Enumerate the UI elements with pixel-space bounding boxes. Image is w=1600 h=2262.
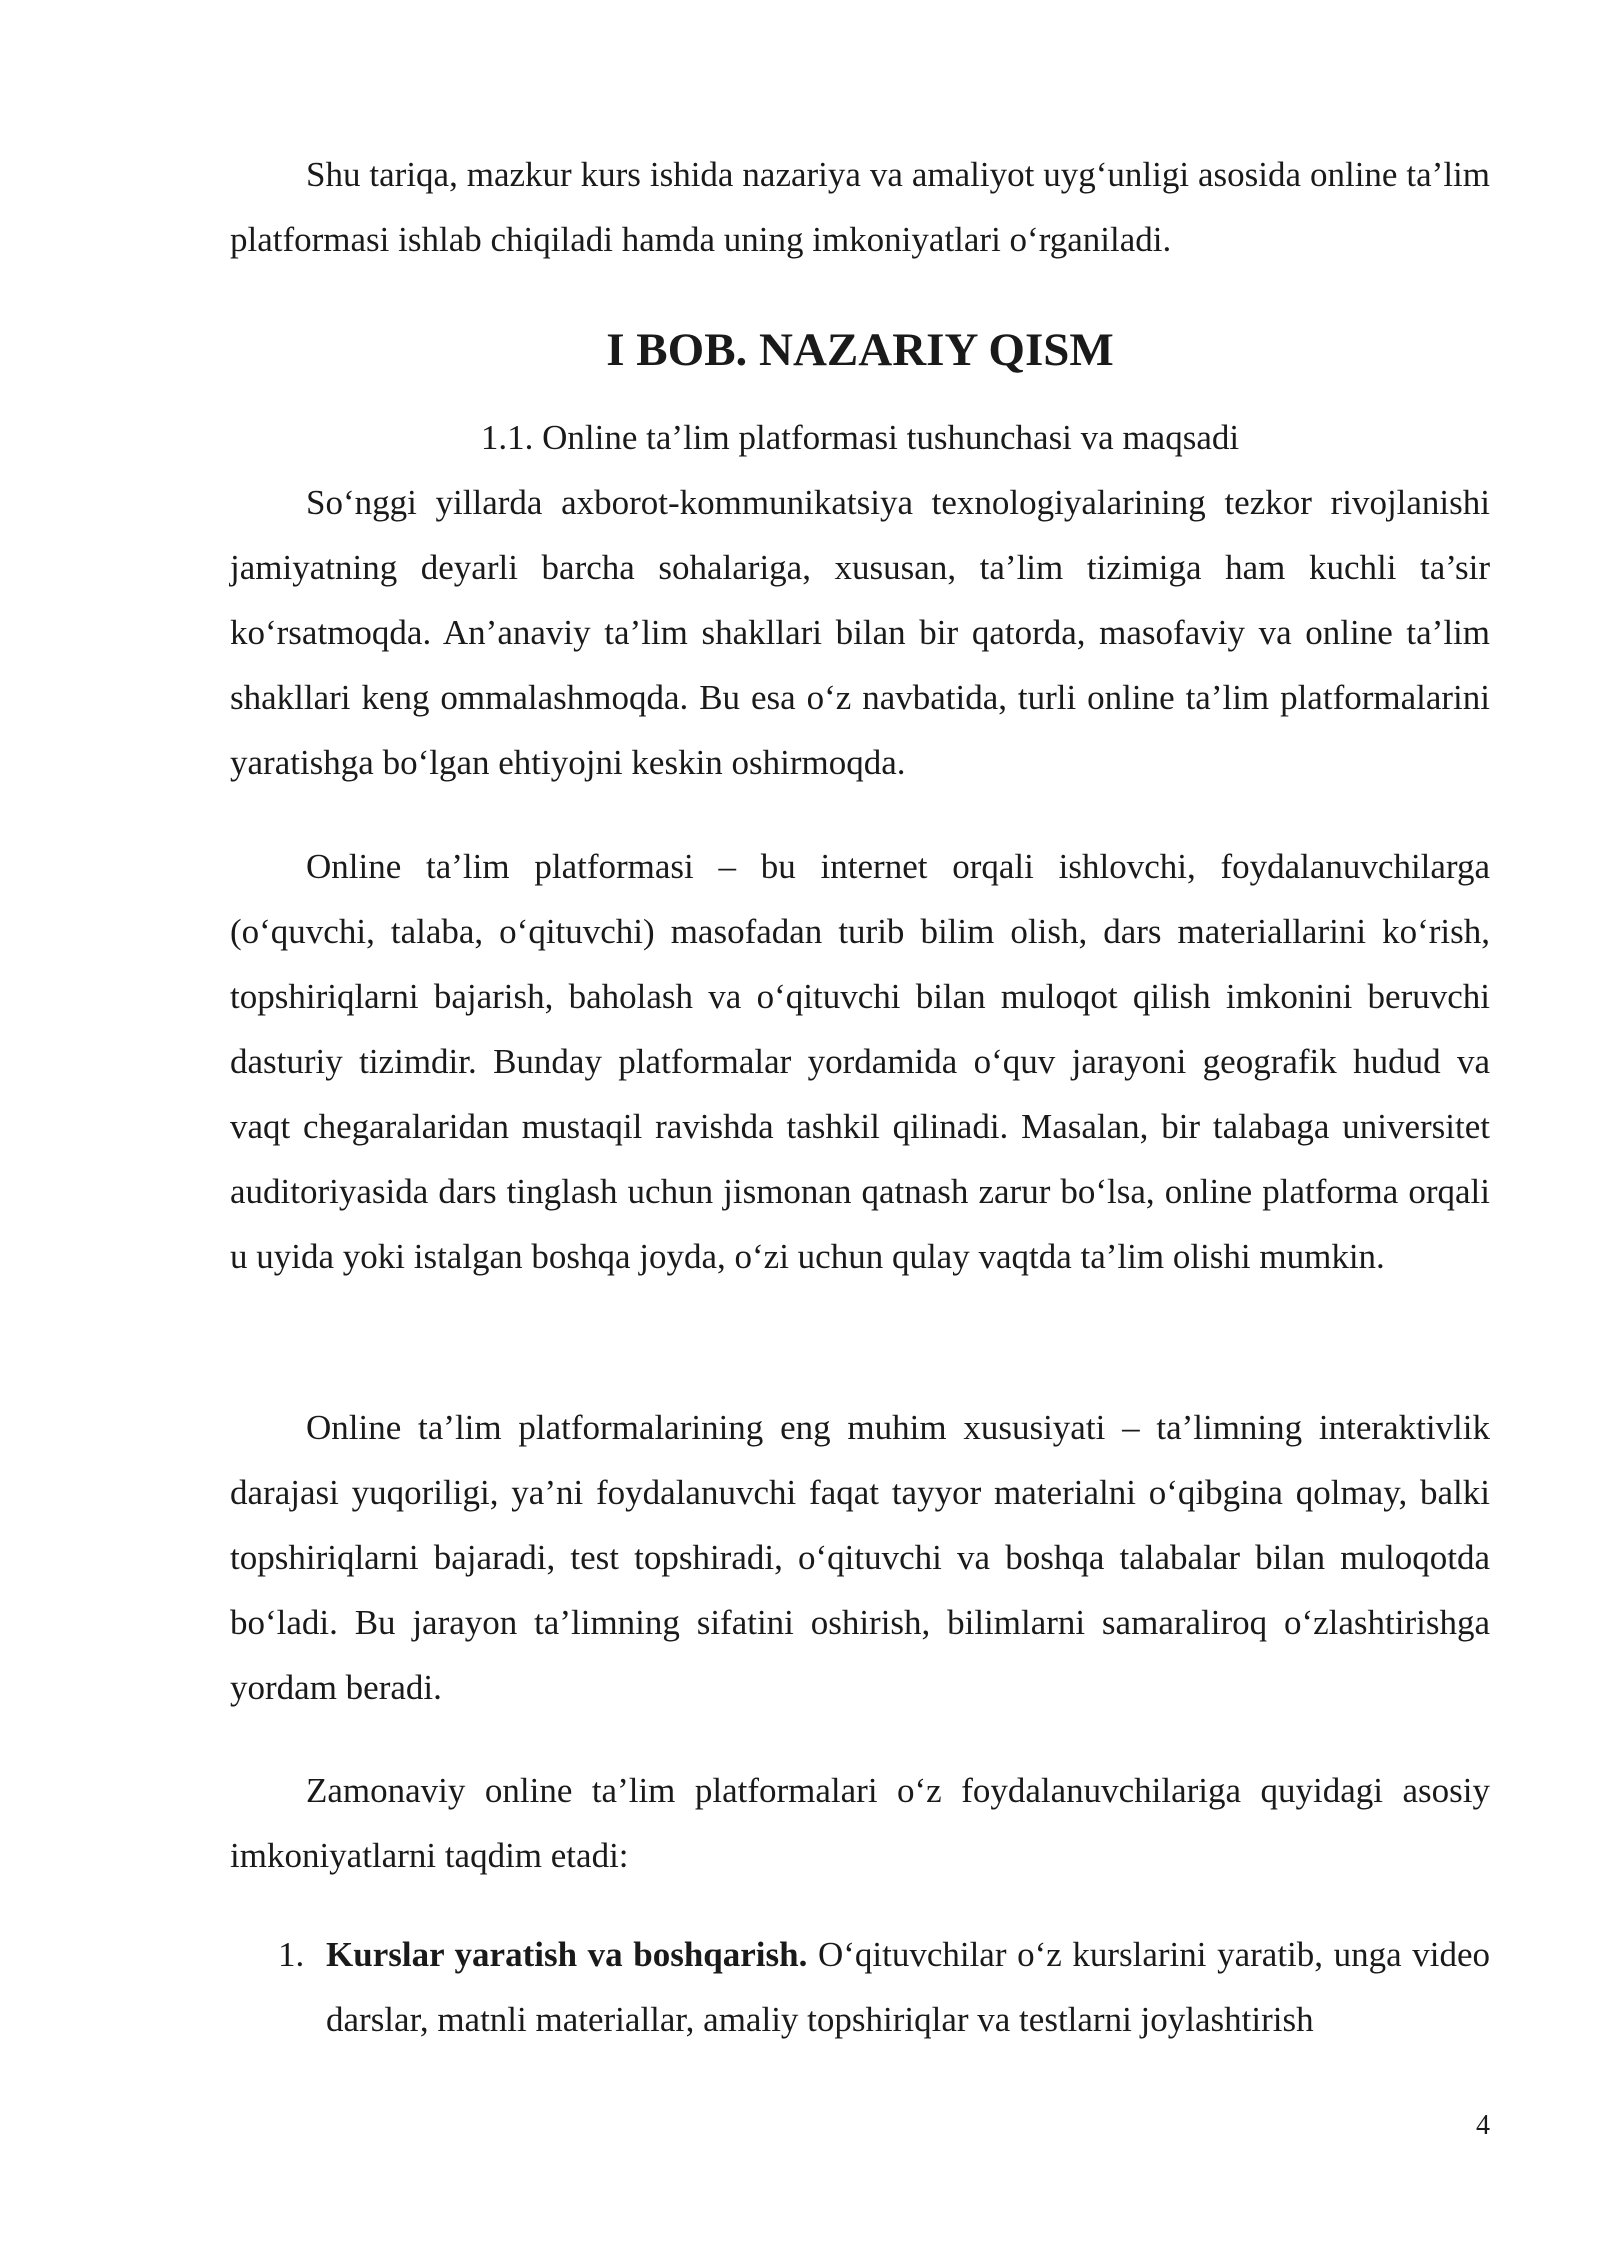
paragraph-4: Zamonaviy online ta’lim platformalari o‘z foydalanuvchilariga quyidagi asosiy imkoniyatlarni taqdim etadi: (230, 1771, 1490, 1875)
list-item-bold-text: Kurslar yaratish va boshqarish. (326, 1935, 808, 1974)
intro-paragraph: Shu tariqa, mazkur kurs ishida nazariya va amaliyot uyg‘unligi asosida online ta’lim platformasi ishlab chiqiladi hamda uning imkoniyatlari o‘rganiladi. (230, 155, 1490, 259)
list-item (230, 1922, 1490, 2052)
page-number: 4 (1476, 2110, 1490, 2141)
capabilities-list (230, 1922, 1490, 2052)
list-item-text: O‘qituvchilar o‘z kurslarini yaratib, unga video darslar, matnli materiallar, amaliy topshiriqlar va testlarni joylashtirish (326, 1935, 1490, 2039)
paragraph-2: Online ta’lim platformasi – bu internet orqali ishlovchi, foydalanuvchilarga (o‘quvchi, talaba, o‘qituvchi) masofadan turib bilim olish, dars materiallarini ko‘rish, topshiriqlarni bajarish, baholash va o‘qituvchi bilan muloqot qilish imkonini beruvchi dasturiy tizimdir. Bunday platformalar yordamida o‘quv jarayoni geografik hudud va vaqt chegaralaridan mustaqil ravishda tashkil qilinadi. Masalan, bir talabaga universitet auditoriyasida dars tinglash uchun jismonan qatnash zarur bo‘lsa, online platforma orqali u uyida yoki istalgan boshqa joyda, o‘zi uchun qulay vaqtda ta’lim olishi mumkin. (230, 847, 1490, 1276)
paragraph-3: Online ta’lim platformalarining eng muhim xususiyati – ta’limning interaktivlik darajasi yuqoriligi, ya’ni foydalanuvchi faqat tayyor materialni o‘qibgina qolmay, balki topshiriqlarni bajaradi, test topshiradi, o‘qituvchi va boshqa talabalar bilan muloqotda bo‘ladi. Bu jarayon ta’limning sifatini oshirish, bilimlarni samaraliroq o‘zlashtirishga yordam beradi. (230, 1408, 1490, 1707)
chapter-title: I BOB. NAZARIY QISM (606, 324, 1114, 376)
section-title: 1.1. Online ta’lim platformasi tushunchasi va maqsadi (480, 418, 1240, 457)
paragraph-1: So‘nggi yillarda axborot-kommunikatsiya texnologiyalarining tezkor rivojlanishi jamiyatning deyarli barcha sohalariga, xususan, ta’lim tizimiga ham kuchli ta’sir ko‘rsatmoqda. An’anaviy ta’lim shakllari bilan bir qatorda, masofaviy va online ta’lim shakllari keng ommalashmoqda. Bu esa o‘z navbatida, turli online ta’lim platformalarini yaratishga bo‘lgan ehtiyojni keskin oshirmoqda. (230, 483, 1490, 782)
list-item-number: 1. (278, 1935, 305, 1974)
